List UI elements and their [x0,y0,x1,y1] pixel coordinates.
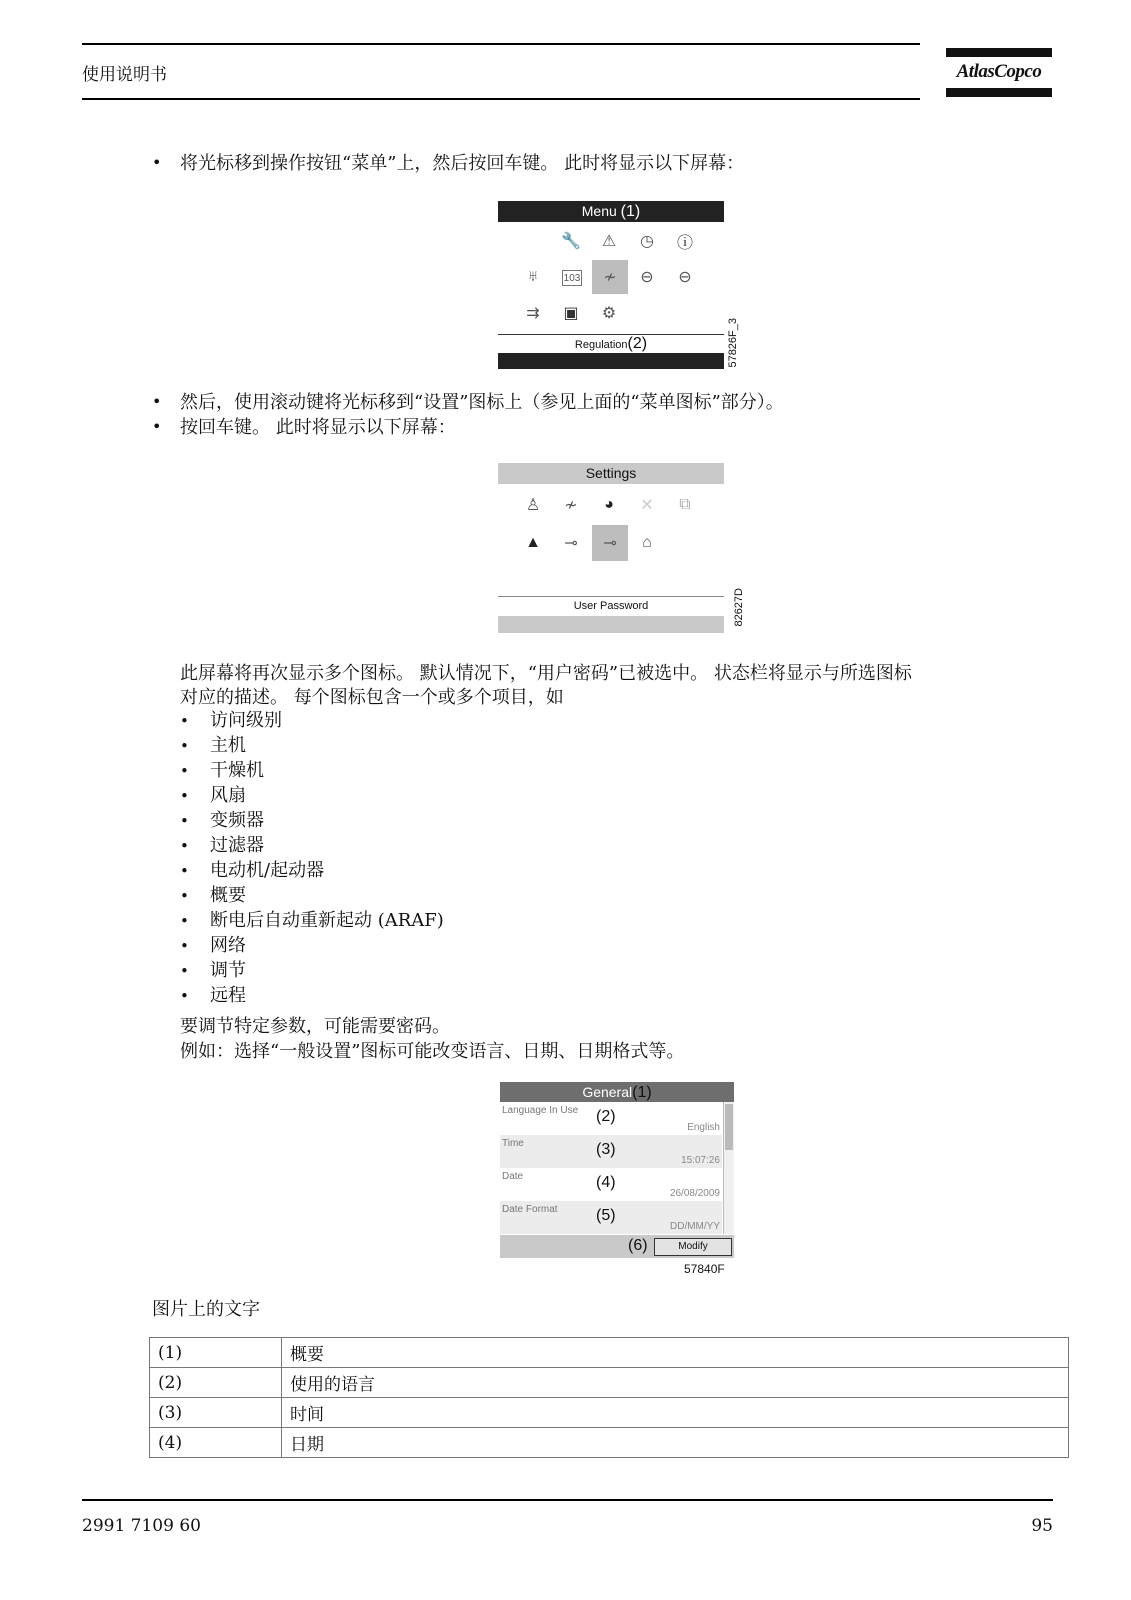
intro-bullet-3: 按回车键。 此时将显示以下屏幕： [180,417,456,438]
list-item: • 风扇 [180,785,246,806]
settings-icon: ⚙ [601,305,617,322]
service-icon: ♅ [527,268,539,285]
user-icon: ♙ [525,497,541,514]
table-row: (2) 使用的语言 [150,1368,1069,1398]
list-item: • 过滤器 [180,835,264,856]
doc-number: 2991 7109 60 [82,1516,201,1536]
output-icon: ⊖ [678,269,692,286]
general-figure-id: 57840F [684,1262,725,1276]
folder-icon: ◕ [604,496,614,513]
item-list [180,708,444,1008]
list-item: • 访问级别 [180,710,282,731]
bullet-dot: • [152,153,162,172]
clock-icon: ◷ [640,233,654,250]
atlas-copco-logo: AtlasCopco [946,48,1052,100]
table-row: (3) 时间 [150,1398,1069,1428]
warning-icon: ⚠ [601,233,617,250]
key-icon: ⊸ [564,535,578,552]
general-row: Date Format (5) DD/MM/YY [500,1201,722,1234]
tools-icon: ✕ [640,497,654,514]
general-row: Language In Use (2) English [500,1102,722,1135]
list-item: • 概要 [180,885,246,906]
regulation-icon: ≁ [592,260,628,294]
legend-table [149,1337,1069,1458]
general-row: Date (4) 26/08/2009 [500,1168,722,1201]
warning-icon: ▲ [525,534,541,551]
menu-figure-id: 57826F_3 [727,318,739,368]
body-paragraph-2: 要调节特定参数，可能需要密码。 [180,1016,450,1037]
table-row: (1) 概要 [150,1338,1069,1368]
header-title: 使用说明书 [82,65,167,85]
intro-bullet-1: 将光标移到操作按钮“菜单”上，然后按回车键。 此时将显示以下屏幕： [180,153,745,174]
modify-button: Modify [654,1238,732,1256]
input-icon: ⊖ [640,269,654,286]
bullet-dot: • [152,392,162,411]
header-rule-top [82,43,920,45]
regulation-icon: ≁ [564,497,578,514]
save-icon: ▣ [563,305,579,322]
footer-rule [82,1499,1053,1501]
info-icon: ⓘ [676,234,693,252]
settings-screen-title: Settings [498,463,724,484]
body-paragraph-3: 例如：选择“一般设置”图标可能改变语言、日期、日期格式等。 [180,1041,685,1062]
settings-status-bar: User Password [573,600,649,612]
list-item: • 调节 [180,960,246,981]
general-bottom-num: (6) [628,1237,648,1254]
settings-screen [498,463,724,633]
list-item: • 主机 [180,735,246,756]
general-screen [500,1082,734,1258]
menu-screen [498,201,724,369]
legend-caption: 图片上的文字 [152,1299,260,1320]
list-item: • 远程 [180,985,246,1006]
bullet-dot: • [152,417,162,436]
settings-figure-id: 82627D [733,588,745,627]
list-item: • 网络 [180,935,246,956]
counter-icon: 103 [562,270,582,286]
body-paragraph-1: 此屏幕将再次显示多个图标。 默认情况下，“用户密码”已被选中。 状态栏将显示与所选图标 [180,663,912,684]
page-number: 95 [1031,1516,1053,1536]
menu-screen-title: Menu (1) [498,201,724,222]
password-icon: ⊸ [592,525,628,561]
list-item: • 干燥机 [180,760,264,781]
general-scrollbar [723,1102,734,1234]
header-rule-bottom [82,98,920,100]
list-item: • 变频器 [180,810,264,831]
body-paragraph-1b: 对应的描述。 每个图标包含一个或多个项目，如 [180,687,564,708]
home-icon: ⌂ [642,534,652,551]
general-screen-title: General(1) [500,1082,734,1102]
intro-bullet-2: 然后，使用滚动键将光标移到“设置”图标上（参见上面的“菜单图标”部分）。 [180,392,784,413]
event-icon: ⇉ [526,305,540,322]
menu-status-bar: Regulation(2) [574,335,648,352]
wrench-icon: 🔧 [561,233,581,250]
list-item: • 电动机/起动器 [180,860,325,881]
external-icon: ⧉ [679,496,691,513]
table-row: (4) 日期 [150,1428,1069,1458]
list-item: • 断电后自动重新起动 (ARAF) [180,910,444,931]
general-row: Time (3) 15:07:26 [500,1135,722,1168]
